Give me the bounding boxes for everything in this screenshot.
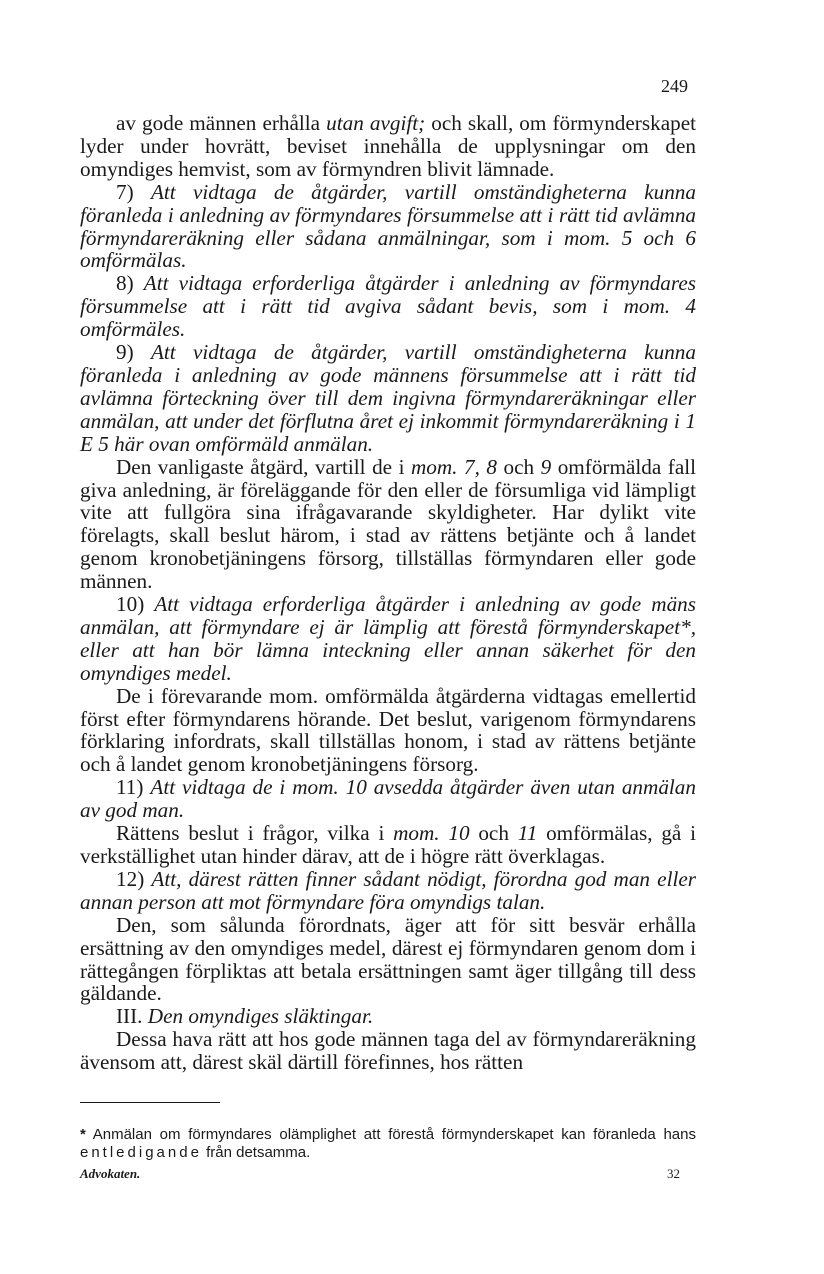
italic-text: Att vidtaga de i mom. 10 avsedda åtgärder även utan anmälan av god man.: [80, 775, 696, 823]
italic-text: utan avgift;: [326, 111, 426, 135]
footnote-text-after: från detsamma.: [201, 1143, 311, 1161]
paragraph: [80, 1028, 696, 1074]
text-run: Rättens beslut i frågor, vilka i: [116, 821, 394, 846]
paragraph: [80, 868, 696, 914]
italic-text: Att vidtaga de åtgärder, vartill omständigheterna kunna föranleda i anledning av gode männens försummelse att i rätt tid avlämna förteckning över till dem ingivna förmyndareräkningar eller anmälan, att under det förflutna året ej inkommit förmyndareräkning i 1 E 5 här ovan omförmäld anmälan.: [80, 340, 696, 456]
text-run: Dessa hava rätt att hos gode männen taga del av förmyndareräkning ävensom att, därest skäl därtill förefinnes, hos rätten: [80, 1027, 696, 1075]
text-run: omförmälas, gå i verkställighet utan hinder därav, att de i högre rätt överklagas.: [80, 821, 696, 868]
footnote-spaced-word: entledigande: [80, 1143, 202, 1161]
italic-text: mom. 7, 8: [410, 454, 497, 479]
text-run: III.: [116, 1004, 148, 1029]
text-run: 7): [116, 179, 151, 204]
text-run: Den, som sålunda förordnats, äger att för sitt besvär erhålla ersättning av den omyndiges medel, därest ej förmyndaren genom dom i rättegången förpliktas att betala ersättningen samt äger tillgång till dess gäldande.: [80, 912, 696, 1006]
text-run: av gode männen erhålla: [116, 111, 327, 135]
text-run: omförmälda fall giva anledning, är föreläggande för den eller de försumliga vid lämpligt vite att fullgöra sina ifrågavarande skyldigheter. Har dylikt vite förelagts, skall beslut härom, i stad av rättens betjänte och å landet genom kronobetjäningens försorg, tillställas förmyndaren eller gode männen.: [80, 454, 697, 594]
paragraph: [80, 112, 696, 181]
footnote-text-before: Anmälan om förmyndares olämplighet att förestå förmynderskapet kan föranleda hans: [85, 1126, 696, 1143]
footnote-marker: *: [80, 1126, 86, 1143]
footnote: [80, 1126, 696, 1161]
text-run: och skall, om förmynderskapet lyder under hovrätt, beviset innehålla de upplysningar om den omyndiges hemvist, som av förmyndren blivit lämnade.: [80, 111, 696, 181]
text-run: 10): [116, 592, 155, 617]
paragraph: [80, 822, 696, 868]
body-text: [80, 112, 696, 1074]
italic-text: mom. 10: [393, 821, 470, 846]
footnote-divider: [80, 1102, 220, 1103]
paragraph: [80, 593, 696, 685]
italic-text: 9: [540, 454, 552, 479]
paragraph: [80, 272, 696, 341]
text-run: Den vanligaste åtgärd, vartill de i: [116, 454, 411, 479]
italic-text: Att vidtaga de åtgärder, vartill omständigheterna kunna föranleda i anledning av förmyndares försummelse att i rätt tid avlämna förmyndareräkning eller sådana anmälningar, som i mom. 5 och 6 omförmälas.: [80, 179, 696, 273]
italic-text: Att vidtaga erforderliga åtgärder i anledning av förmyndares försummelse att i rätt tid avgiva sådant bevis, som i mom. 4 omförmäles.: [80, 271, 697, 342]
italic-text: 11: [517, 821, 538, 846]
footer-signature: Advokaten.: [80, 1166, 141, 1181]
text-run: 11): [116, 775, 151, 800]
italic-text: Att, därest rätten finner sådant nödigt, förordna god man eller annan person att mot förmyndare föra omyndigs talan.: [80, 866, 696, 914]
text-run: och: [469, 821, 518, 846]
text-run: 12): [116, 866, 152, 891]
footer-sheet-number: 32: [667, 1166, 680, 1181]
paragraph: [80, 914, 696, 1006]
paragraph: [80, 776, 696, 822]
text-run: 9): [116, 340, 151, 365]
paragraph: [80, 341, 696, 456]
page-number: 249: [661, 76, 688, 96]
italic-text: Den omyndiges släktingar.: [147, 1004, 374, 1029]
paragraph: [80, 1005, 696, 1028]
paragraph: [80, 456, 696, 593]
text-run: och: [496, 454, 541, 479]
paragraph: [80, 685, 696, 777]
text-run: 8): [116, 271, 144, 296]
paragraph: [80, 181, 696, 273]
italic-text: Att vidtaga erforderliga åtgärder i anledning av gode mäns anmälan, att förmyndare ej är lämplig att förestå förmynderskapet*, eller att han bör lämna inteckning eller annan säkerhet för den omyndiges medel.: [80, 592, 696, 685]
text-run: De i förevarande mom. omförmälda åtgärderna vidtagas emellertid först efter förmyndarens hörande. Det beslut, varigenom förmyndarens förklaring infordrats, skall tillställas honom, i stad av rättens betjänte och å landet genom kronobetjäningens försorg.: [80, 683, 696, 777]
